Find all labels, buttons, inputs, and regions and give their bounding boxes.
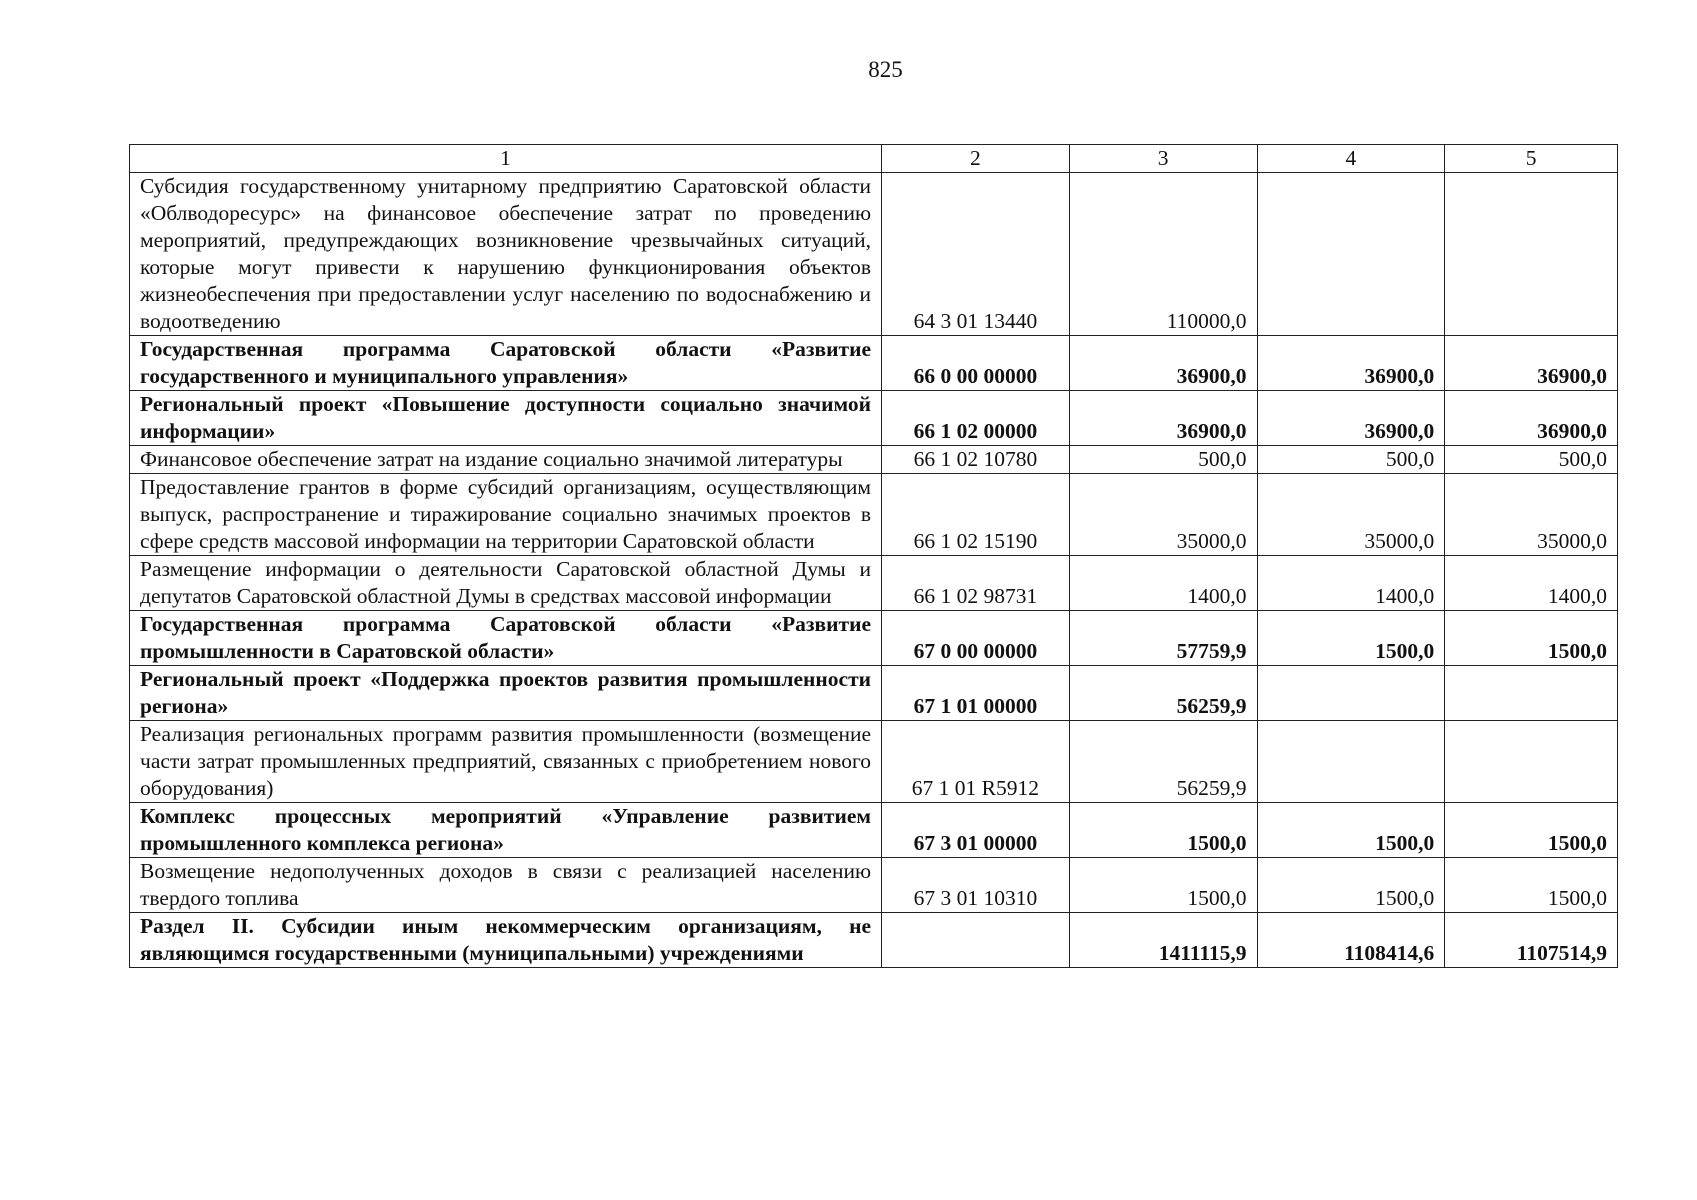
table-row: [130, 474, 1618, 556]
row-value-5: 36900,0: [1445, 391, 1618, 446]
row-value-5: 1400,0: [1445, 556, 1618, 611]
row-value-3: 56259,9: [1069, 666, 1257, 721]
row-value-4: 1500,0: [1257, 611, 1445, 666]
row-value-3: 1500,0: [1069, 803, 1257, 858]
row-code: [882, 913, 1070, 968]
column-header-5: 5: [1445, 145, 1618, 173]
row-value-4: 500,0: [1257, 446, 1445, 474]
row-name: Региональный проект «Поддержка проектов развития промышленности региона»: [130, 666, 882, 721]
row-name: Финансовое обеспечение затрат на издание социально значимой литературы: [130, 446, 882, 474]
row-value-5: 36900,0: [1445, 336, 1618, 391]
row-value-5: 35000,0: [1445, 474, 1618, 556]
row-code: 66 1 02 98731: [882, 556, 1070, 611]
table-body: [130, 173, 1618, 968]
row-value-4: 1108414,6: [1257, 913, 1445, 968]
row-code: 66 1 02 15190: [882, 474, 1070, 556]
row-code: 66 1 02 10780: [882, 446, 1070, 474]
row-value-5: [1445, 173, 1618, 336]
row-value-5: [1445, 666, 1618, 721]
row-value-4: [1257, 721, 1445, 803]
column-header-3: 3: [1069, 145, 1257, 173]
row-code: 64 3 01 13440: [882, 173, 1070, 336]
table-header: [130, 145, 1618, 173]
row-value-3: 1400,0: [1069, 556, 1257, 611]
row-value-3: 110000,0: [1069, 173, 1257, 336]
row-value-4: 36900,0: [1257, 391, 1445, 446]
row-code: 67 3 01 00000: [882, 803, 1070, 858]
row-name: Комплекс процессных мероприятий «Управление развитием промышленного комплекса региона»: [130, 803, 882, 858]
row-value-3: 500,0: [1069, 446, 1257, 474]
column-header-2: 2: [882, 145, 1070, 173]
row-value-3: 1500,0: [1069, 858, 1257, 913]
row-name: Раздел II. Субсидии иным некоммерческим организациям, не являющимся государственными (муниципальными) учреждениями: [130, 913, 882, 968]
row-value-5: 1500,0: [1445, 803, 1618, 858]
row-name: Региональный проект «Повышение доступности социально значимой информации»: [130, 391, 882, 446]
row-value-5: 500,0: [1445, 446, 1618, 474]
row-name: Реализация региональных программ развития промышленности (возмещение части затрат промышленных предприятий, связанных с приобретением нового оборудования): [130, 721, 882, 803]
row-value-3: 57759,9: [1069, 611, 1257, 666]
row-value-4: 1500,0: [1257, 858, 1445, 913]
row-value-5: 1500,0: [1445, 611, 1618, 666]
row-value-4: [1257, 666, 1445, 721]
row-value-4: 35000,0: [1257, 474, 1445, 556]
row-code: 67 3 01 10310: [882, 858, 1070, 913]
budget-table: [129, 144, 1618, 968]
table-row: [130, 556, 1618, 611]
row-value-4: [1257, 173, 1445, 336]
row-value-3: 35000,0: [1069, 474, 1257, 556]
row-value-5: [1445, 721, 1618, 803]
header-row: [130, 145, 1618, 173]
row-value-5: 1500,0: [1445, 858, 1618, 913]
table-row: [130, 446, 1618, 474]
row-name: Государственная программа Саратовской области «Развитие промышленности в Саратовской области»: [130, 611, 882, 666]
row-name: Государственная программа Саратовской области «Развитие государственного и муниципального управления»: [130, 336, 882, 391]
column-header-1: 1: [130, 145, 882, 173]
row-code: 66 1 02 00000: [882, 391, 1070, 446]
page-number: 825: [868, 57, 903, 82]
row-value-3: 1411115,9: [1069, 913, 1257, 968]
row-value-4: 1500,0: [1257, 803, 1445, 858]
row-value-3: 56259,9: [1069, 721, 1257, 803]
table-row: [130, 858, 1618, 913]
row-name: Субсидия государственному унитарному предприятию Саратовской области «Облводоресурс» на финансовое обеспечение затрат по проведению мероприятий, предупреждающих возникновение чрезвычайных ситуаций, которые могут привести к нарушению функционирования объектов жизнеобеспечения при предоставлении услуг населению по водоснабжению и водоотведению: [130, 173, 882, 336]
table-row: [130, 173, 1618, 336]
table-row: [130, 721, 1618, 803]
row-value-4: 36900,0: [1257, 336, 1445, 391]
row-value-3: 36900,0: [1069, 391, 1257, 446]
row-code: 67 0 00 00000: [882, 611, 1070, 666]
row-value-3: 36900,0: [1069, 336, 1257, 391]
row-code: 67 1 01 R5912: [882, 721, 1070, 803]
table-row: [130, 803, 1618, 858]
row-value-5: 1107514,9: [1445, 913, 1618, 968]
table-row: [130, 666, 1618, 721]
table-row: [130, 391, 1618, 446]
row-name: Предоставление грантов в форме субсидий организациям, осуществляющим выпуск, распространение и тиражирование социально значимых проектов в сфере средств массовой информации на территории Саратовской области: [130, 474, 882, 556]
row-name: Возмещение недополученных доходов в связи с реализацией населению твердого топлива: [130, 858, 882, 913]
row-value-4: 1400,0: [1257, 556, 1445, 611]
column-header-4: 4: [1257, 145, 1445, 173]
row-code: 67 1 01 00000: [882, 666, 1070, 721]
table-row: [130, 336, 1618, 391]
table-row: [130, 611, 1618, 666]
row-name: Размещение информации о деятельности Саратовской областной Думы и депутатов Саратовской областной Думы в средствах массовой информации: [130, 556, 882, 611]
row-code: 66 0 00 00000: [882, 336, 1070, 391]
table-row: [130, 913, 1618, 968]
